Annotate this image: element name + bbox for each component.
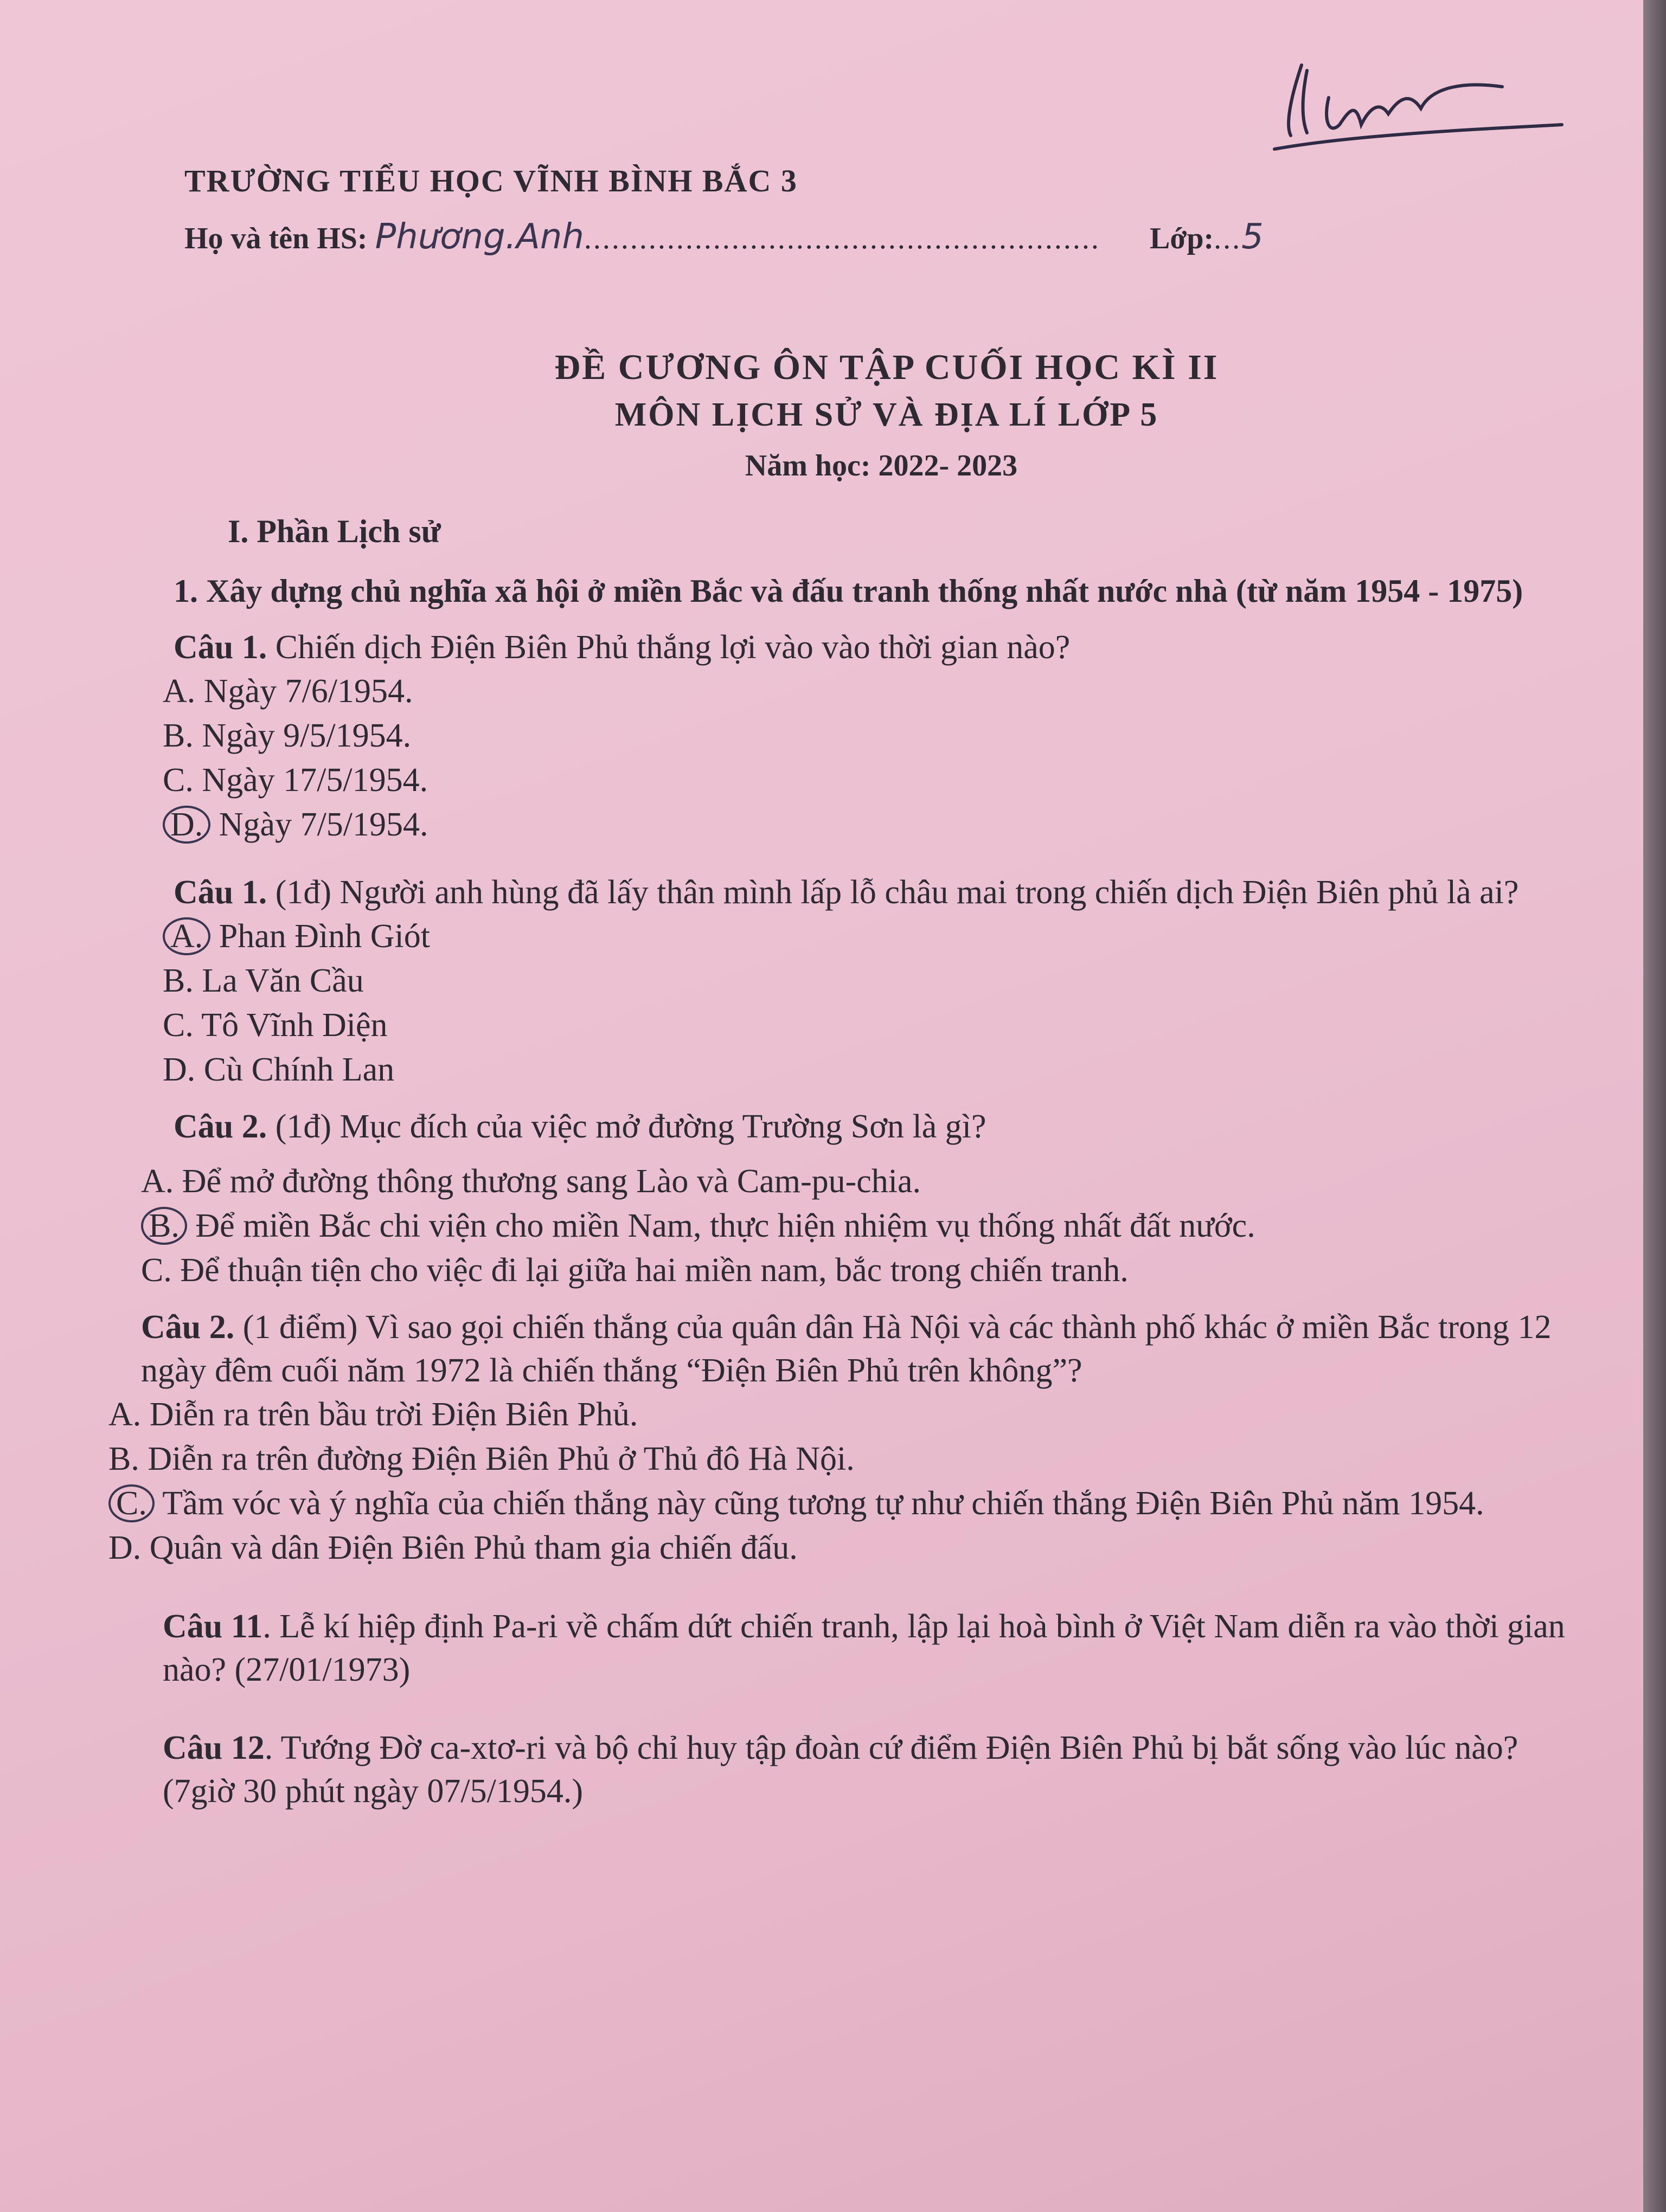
answer-option: B. La Văn Cầu: [163, 962, 364, 999]
answer-option: C. Để thuận tiện cho việc đi lại giữa hai miền nam, bắc trong chiến tranh.: [141, 1252, 1129, 1289]
school-year: Năm học: 2022- 2023: [745, 449, 1018, 483]
answer-option-selected: C. Tầm vóc và ý nghĩa của chiến thắng này cũng tương tự như chiến thắng Điện Biên Phủ năm 1954.: [108, 1481, 1584, 1526]
question-label: Câu 12: [163, 1729, 265, 1766]
class-label: Lớp:: [1150, 222, 1214, 255]
question-label: Câu 2.: [174, 1108, 267, 1145]
question-3: [174, 1105, 1584, 1148]
answer-option-selected: B. Để miền Bắc chi viện cho miền Nam, thực hiện nhiệm vụ thống nhất đất nước.: [141, 1204, 1584, 1248]
question-text: Chiến dịch Điện Biên Phủ thắng lợi vào vào thời gian nào?: [267, 629, 1071, 666]
document-body: [108, 510, 1584, 1813]
question-text: (1 điểm) Vì sao gọi chiến thắng của quân dân Hà Nội và các thành phố khác ở miền Bắc trong 12 ngày đêm cuối năm 1972 là chiến thắng “Điện Biên Phủ trên không”?: [141, 1309, 1552, 1389]
answer-option: A. Ngày 7/6/1954.: [163, 673, 413, 710]
name-label: Họ và tên HS:: [184, 222, 368, 255]
answer-circle-mark: A.: [163, 917, 210, 955]
desk-background: [1643, 0, 1666, 2212]
class-value-handwritten: 5: [1241, 217, 1264, 257]
question-label: Câu 2.: [141, 1309, 235, 1346]
answer-option: D. Quân và dân Điện Biên Phủ tham gia chiến đấu.: [108, 1529, 798, 1566]
question-11: [163, 1605, 1584, 1692]
document-title-block: [0, 347, 1643, 483]
question-label: Câu 1.: [174, 629, 267, 666]
section-heading: I. Phần Lịch sử: [228, 513, 441, 549]
school-name: TRƯỜNG TIỂU HỌC VĨNH BÌNH BẮC 3: [184, 163, 798, 198]
question-4: [141, 1306, 1584, 1392]
answer-option-selected: A. Phan Đình Giót: [163, 914, 1584, 959]
answer-option: C. Tô Vĩnh Diện: [163, 1007, 388, 1044]
question-2: [174, 871, 1584, 914]
class-dots: ...: [1214, 222, 1242, 255]
answer-option: A. Diễn ra trên bầu trời Điện Biên Phủ.: [108, 1396, 638, 1433]
answer-option: D. Cù Chính Lan: [163, 1051, 395, 1088]
answer-circle-mark: C.: [108, 1484, 155, 1522]
answer-option-selected: D. Ngày 7/5/1954.: [163, 802, 1584, 847]
question-text: . Lễ kí hiệp định Pa-ri về chấm dứt chiến tranh, lập lại hoà bình ở Việt Nam diễn ra vào thời gian nào? (27/01/1973): [163, 1608, 1565, 1688]
student-info-line: [184, 217, 1356, 257]
answer-option: C. Ngày 17/5/1954.: [163, 762, 428, 799]
answer-option: B. Diễn ra trên đường Điện Biên Phủ ở Thủ đô Hà Nội.: [108, 1441, 855, 1477]
subject-title: MÔN LỊCH SỬ VÀ ĐỊA LÍ LỚP 5: [614, 396, 1159, 433]
question-text: (1đ) Người anh hùng đã lấy thân mình lấp lỗ châu mai trong chiến dịch Điện Biên phủ là ai?: [267, 874, 1519, 911]
question-12: [163, 1726, 1584, 1813]
answer-option: A. Để mở đường thông thương sang Lào và Cam-pu-chia.: [141, 1163, 921, 1200]
teacher-signature: [1269, 33, 1573, 152]
question-text: (1đ) Mục đích của việc mở đường Trường Sơn là gì?: [267, 1108, 986, 1145]
document-title: ĐỀ CƯƠNG ÔN TẬP CUỐI HỌC KÌ II: [554, 348, 1219, 387]
answer-circle-mark: D.: [163, 806, 210, 844]
student-name-handwritten: Phương.Anh: [375, 217, 584, 257]
class-field: [1150, 217, 1264, 257]
question-label: Câu 1.: [174, 874, 267, 911]
question-label: Câu 11: [163, 1608, 263, 1645]
name-dots: ........................................................: [584, 222, 1100, 255]
question-text: . Tướng Đờ ca-xtơ-ri và bộ chỉ huy tập đoàn cứ điểm Điện Biên Phủ bị bắt sống vào lúc nào? (7giờ 30 phút ngày 07/5/1954.): [163, 1729, 1518, 1810]
question-1: [174, 626, 1584, 669]
subsection-heading: 1. Xây dựng chủ nghĩa xã hội ở miền Bắc và đấu tranh thống nhất nước nhà (từ năm 1954 - 1975): [174, 573, 1523, 609]
answer-circle-mark: B.: [141, 1207, 187, 1245]
answer-option: B. Ngày 9/5/1954.: [163, 717, 412, 754]
